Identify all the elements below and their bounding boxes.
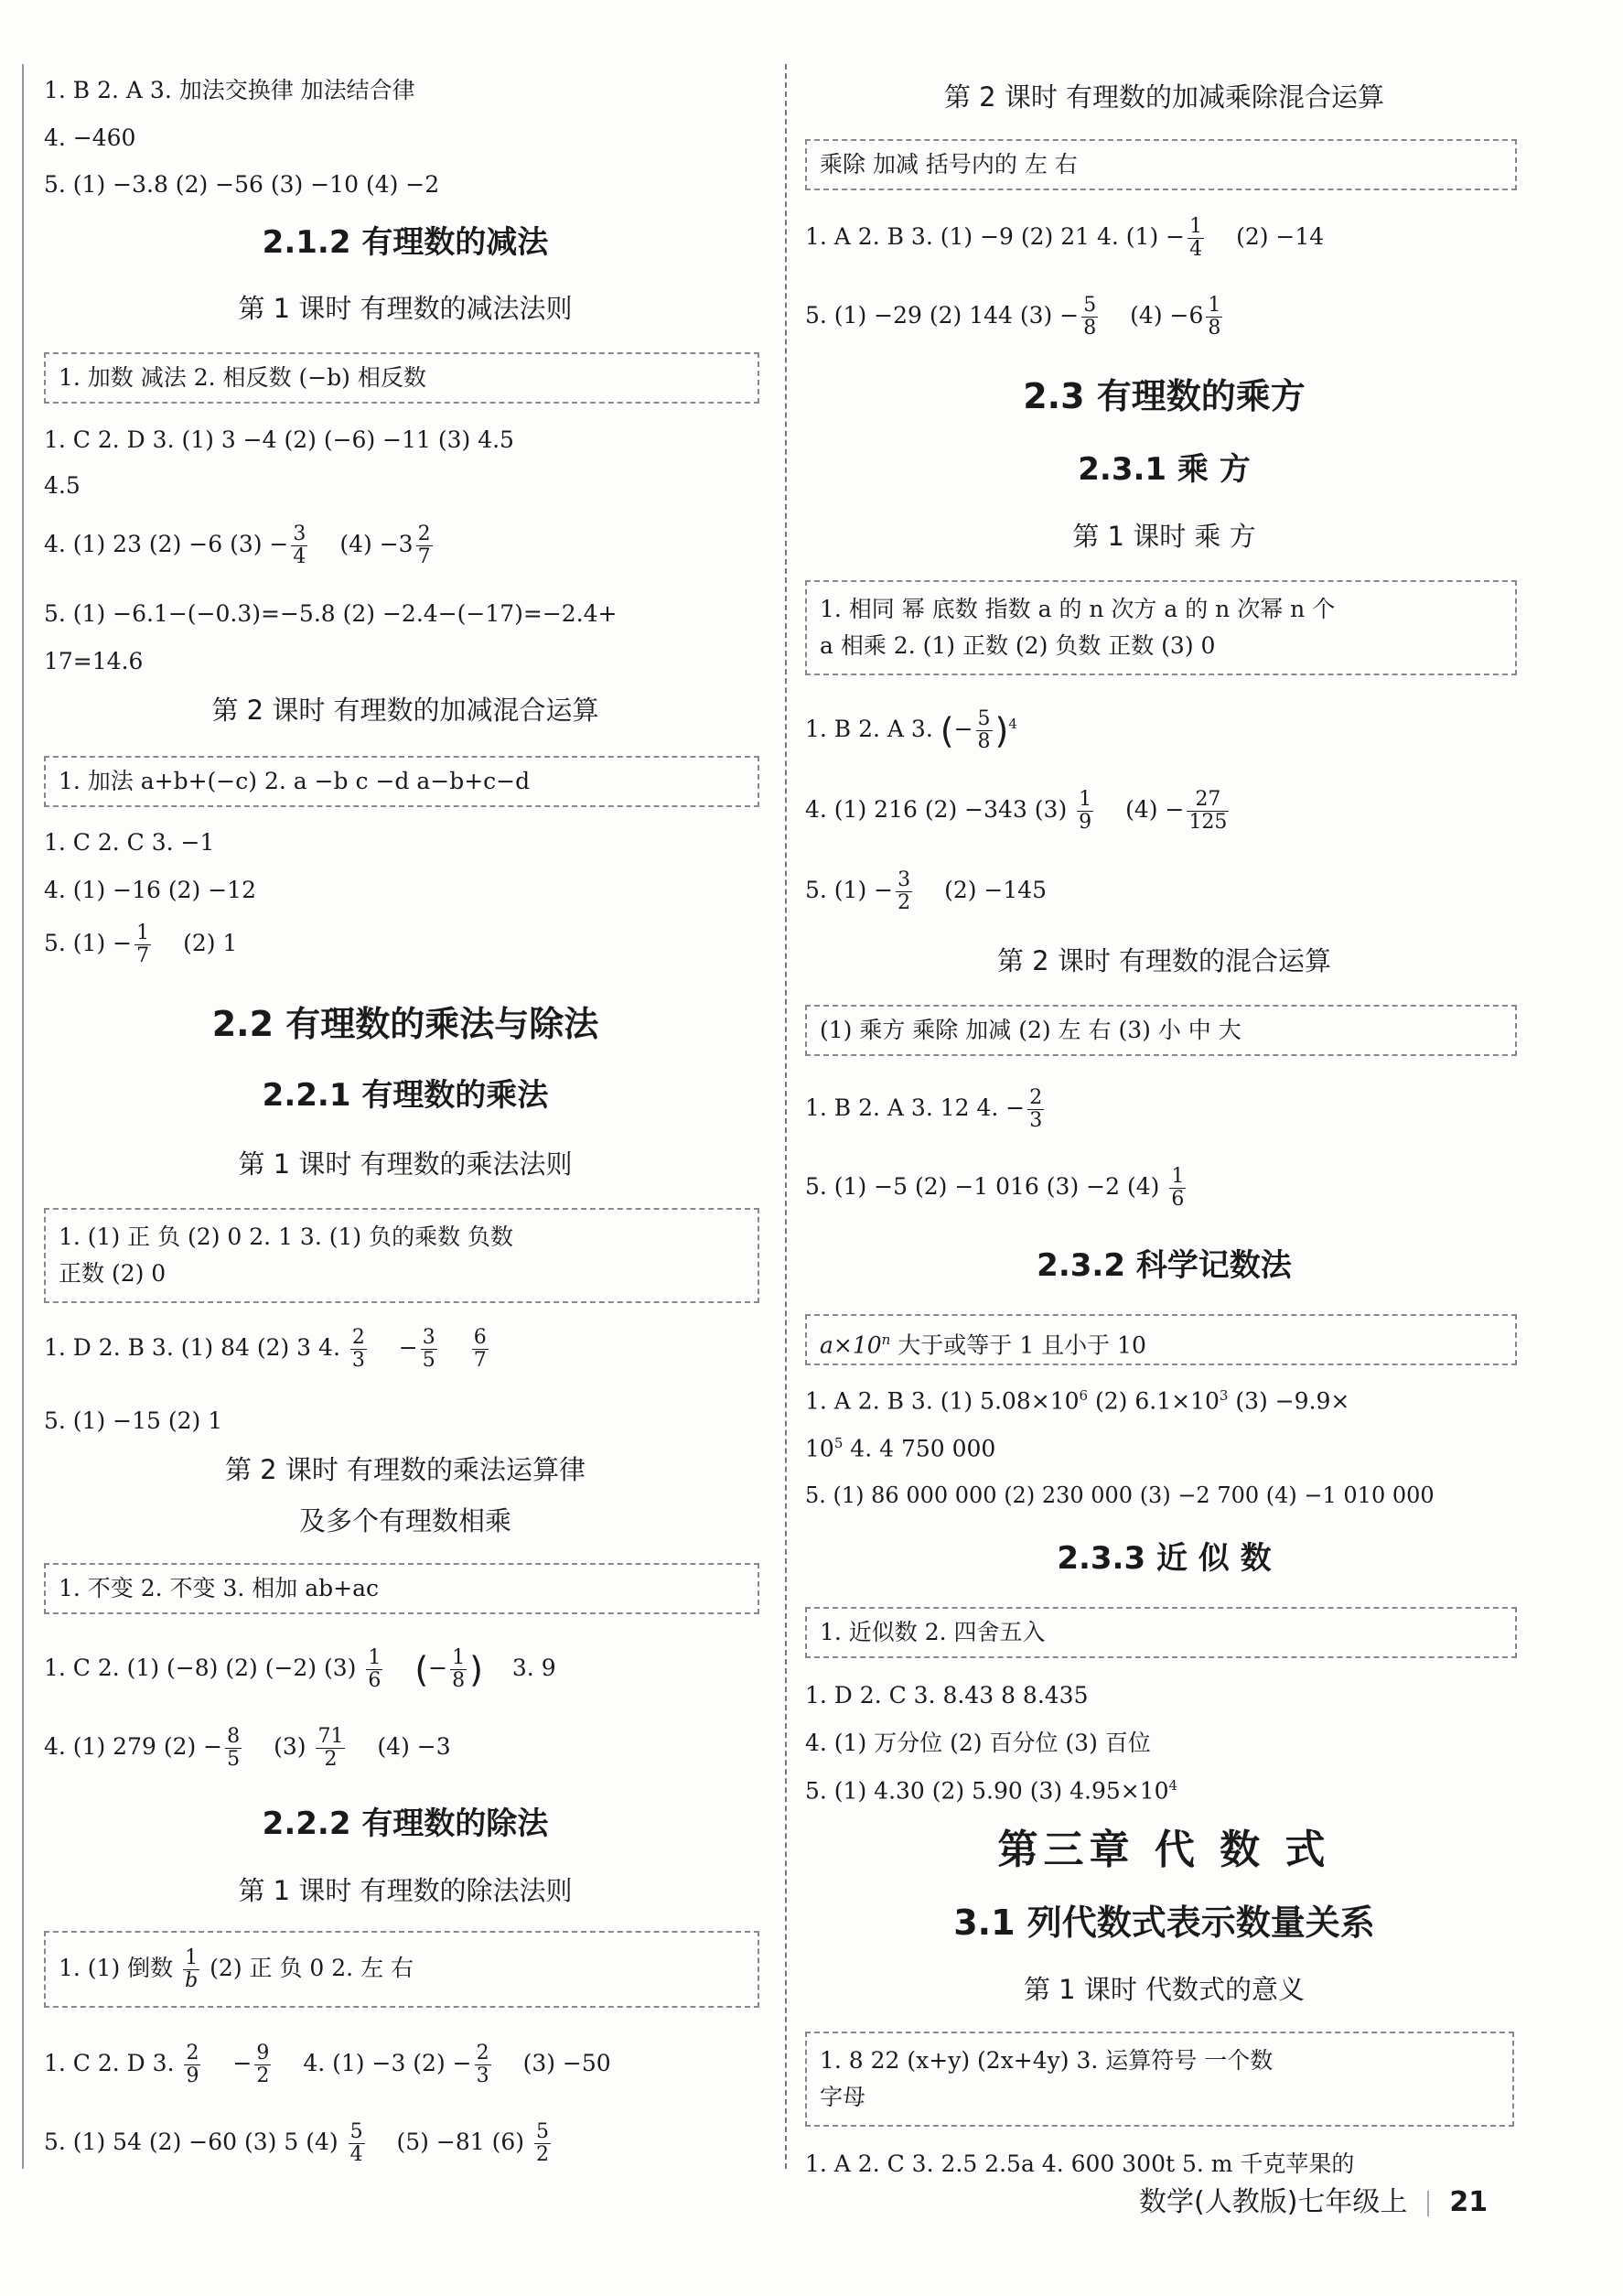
section-title: 3.1 列代数式表示数量关系 [953,1903,1375,1943]
answer-text: 4. (1) 216 (2) −343 (3) [805,796,1068,824]
box-text: a×10 [820,1331,882,1359]
answer-line: 1. C 2. D 3. $\frac{2}{9}$ − $\frac{9}{2}$ 4. (1) −3 (2) − $\frac{2}{3}$ (3) −50 [44,2042,611,2088]
key-points-box [805,1314,1517,1365]
answer-text: 5. (1) −29 (2) 144 (3) − [805,302,1080,329]
answer-line: 1. C 2. (1) (−8) (2) (−2) (3) $\frac{1}{6}$ (− $\frac{1}{8}$ ) 3. 9 [44,1646,556,1693]
answer-line: 1. D 2. C 3. 8.43 8 8.435 [805,1682,1089,1709]
answer-line [805,1166,1188,1211]
key-points-box [805,580,1517,675]
box-text: 1. (1) 倒数 [59,1955,174,1981]
answer-text: (4) − [1125,796,1185,824]
box-text: 乘除 加减 括号内的 左 右 [820,151,1078,178]
answer-line: 1. D 2. B 3. (1) 84 (2) 3 4. $\frac{2}{3}$ − $\frac{3}{5}$ $\frac{6}{7}$ [44,1326,487,1373]
chapter-title: 第三章 代 数 式 [997,1827,1331,1873]
answer-line: 1. B 2. A 3. 加法交换律 加法结合律 [44,77,415,103]
answer-text: 10 [805,1435,834,1462]
fraction: $\frac{2}{3}$ [351,1326,365,1373]
fraction: $\frac{5}{8}$ [1083,294,1097,340]
key-points-box [44,1931,759,2008]
key-points-box [44,352,759,404]
fraction: $\frac{1}{4}$ [1189,215,1203,262]
exponent: 4 [1168,1777,1178,1794]
key-points-box [805,139,1517,190]
section-title: 2.1.2 有理数的减法 [262,224,549,261]
answer-text: 4. (1) 23 (2) −6 (3) − [44,531,289,558]
answer-text: 5. (1) − [805,877,894,904]
answer-text: 5. (1) 4.30 (2) 5.90 (3) 4.95×10 [805,1777,1169,1805]
subsection-title: 2.2.1 有理数的乘法 [262,1077,549,1114]
answer-text: 5. (1) −5 (2) −1 016 (3) −2 (4) [805,1173,1160,1201]
key-points-box [805,2032,1514,2127]
answer-line [805,1437,995,1460]
lesson-title: 第 1 课时 代数式的意义 [1023,1974,1306,2005]
box-text: 1. 相同 幂 底数 指数 a 的 n 次方 a 的 n 次幂 n 个 [820,596,1336,622]
box-text: (1) 乘方 乘除 加减 (2) 左 右 (3) 小 中 大 [820,1017,1241,1043]
answer-text: 5. (1) − [44,930,133,957]
box-text: 1. 加法 a+b+(−c) 2. a −b c −d a−b+c−d [59,768,531,794]
answer-text: (2) −145 [944,877,1048,904]
answer-text: (2) −14 [1236,223,1325,251]
answer-line: 1. B 2. A 3. (− $\frac{5}{8}$ )$^4$ [805,707,1017,754]
answer-line: 5. (1) −6.1−(−0.3)=−5.8 (2) −2.4−(−17)=−2.4+ [44,600,618,627]
fraction: $\frac{1}{8}$ [1208,294,1221,340]
answer-text: (2) 6.1×10 [1088,1387,1220,1415]
lesson-title: 第 2 课时 有理数的乘法运算律 [224,1454,586,1485]
answer-line [44,922,237,967]
key-points-box [805,1607,1517,1658]
section-title: 2.3 有理数的乘方 [1023,376,1306,416]
box-text: 1. 加数 减法 2. 相反数 (−b) 相反数 [59,364,426,391]
column-divider [785,64,787,2169]
fraction: $\frac{2}{3}$ [1029,1086,1043,1133]
lesson-title: 第 1 课时 乘 方 [1072,521,1256,552]
answer-text: (5) −81 (6) [396,2129,524,2156]
fraction: $\frac{6}{7}$ [473,1326,487,1373]
box-text: 1. 近似数 2. 四舍五入 [820,1619,1046,1645]
fraction: $\frac{8}{5}$ [227,1725,241,1772]
box-text: a 相乘 2. (1) 正数 (2) 负数 正数 (3) 0 [820,632,1216,659]
answer-text: 1. A 2. B 3. (1) 5.08×10 [805,1387,1080,1415]
answer-text: (3) −50 [522,2050,611,2077]
exponent: 6 [1079,1387,1089,1404]
fraction: $\frac{2}{7}$ [417,523,431,569]
key-points-box [44,1563,759,1614]
fraction: $\frac{1}{8}$ [452,1646,466,1693]
answer-text: 1. B 2. A 3. [805,716,933,743]
key-points-box [805,1005,1517,1056]
lesson-title: 第 2 课时 有理数的混合运算 [996,945,1332,976]
answer-line [44,523,435,568]
answer-line: 4. −460 [44,124,136,151]
answer-line: 5. (1) −3.8 (2) −56 (3) −10 (4) −2 [44,171,440,198]
fraction: $\frac{27}{125}$ [1188,788,1228,835]
answer-line [805,869,1047,914]
fraction: $\frac{2}{3}$ [476,2042,489,2088]
box-text: 1. 8 22 (x+y) (2x+4y) 3. 运算符号 一个数 [820,2047,1274,2074]
answer-line: 4. (1) −16 (2) −12 [44,877,256,903]
answer-line [805,789,1231,834]
exponent: 4 [1008,715,1017,732]
footer-separator [1427,2191,1429,2216]
box-text: 大于或等于 1 且小于 10 [890,1331,1146,1359]
key-points-box [44,756,759,807]
answer-text: 1. D 2. B 3. (1) 84 (2) 3 4. [44,1334,340,1362]
answer-text: (4) −3 [377,1733,451,1761]
answer-line: 5. (1) 86 000 000 (2) 230 000 (3) −2 700 (4) −1 010 000 [805,1482,1435,1508]
box-text: 1. 不变 2. 不变 3. 相加 ab+ac [59,1575,380,1601]
answer-line: 1. C 2. D 3. (1) 3 −4 (2) (−6) −11 (3) 4.5 [44,426,514,453]
answer-line: 5. (1) −15 (2) 1 [44,1407,223,1434]
box-text: (2) 正 负 0 2. 左 右 [210,1955,414,1981]
answer-line: 1. A 2. C 3. 2.5 2.5a 4. 600 300t 5. m 千克苹果的 [805,2150,1355,2177]
page-footer [1139,2186,1489,2218]
lesson-title: 第 1 课时 有理数的除法法则 [238,1875,573,1906]
exponent: 5 [833,1435,844,1451]
fraction: $\frac{5}{4}$ [349,2120,363,2167]
answer-text: 5. (1) 54 (2) −60 (3) 5 (4) [44,2129,339,2156]
answer-text: 3. 9 [511,1655,556,1682]
answer-line: 17=14.6 [44,648,144,674]
lesson-title: 第 2 课时 有理数的加减混合运算 [211,695,599,726]
answer-text: 1. B 2. A 3. 12 4. − [805,1094,1026,1122]
answer-text: 4. (1) −3 (2) − [303,2050,472,2077]
fraction: $\frac{3}{5}$ [422,1326,435,1373]
fraction: $\frac{1}{b}$ [185,1946,199,1992]
subsection-title: 2.3.3 近 似 数 [1057,1540,1272,1577]
fraction: $\frac{1}{7}$ [136,922,150,968]
answer-line [44,1726,451,1771]
lesson-title: 第 1 课时 有理数的减法法则 [238,293,573,324]
fraction: $\frac{5}{8}$ [977,707,991,754]
answer-line: 4.5 [44,472,81,499]
section-title: 2.2 有理数的乘法与除法 [211,1004,599,1044]
book-title: 数学(人教版)七年级上 [1139,2186,1408,2218]
answer-text: (3) −9.9× [1228,1387,1350,1415]
lesson-title: 及多个有理数相乘 [298,1505,511,1536]
box-text: 字母 [820,2084,866,2110]
answer-line [805,216,1324,261]
lesson-title: 第 1 课时 有理数的乘法法则 [238,1148,573,1180]
answer-text: (3) [274,1733,306,1761]
fraction: $\frac{2}{9}$ [186,2042,199,2088]
fraction: $\frac{1}{9}$ [1079,788,1092,835]
lesson-title: 第 2 课时 有理数的加减乘除混合运算 [943,81,1385,113]
box-text: 1. (1) 正 负 (2) 0 2. 1 3. (1) 负的乘数 负数 [59,1223,514,1250]
fraction: $\frac{3}{2}$ [897,868,911,915]
answer-line [805,1087,1047,1132]
fraction: $\frac{5}{2}$ [535,2120,549,2167]
answer-text: 1. A 2. B 3. (1) −9 (2) 21 4. (1) − [805,223,1186,251]
answer-line [805,1387,1350,1415]
fraction: $\frac{3}{4}$ [293,523,306,569]
key-points-box [44,1208,759,1303]
fraction: $\frac{1}{6}$ [368,1646,382,1693]
fraction: $\frac{71}{2}$ [317,1725,344,1772]
answer-text: (2) 1 [183,930,238,957]
answer-text: (4) −3 [339,531,414,558]
answer-line [805,295,1225,340]
answer-text: 1. C 2. D 3. [44,2050,175,2077]
subsection-title: 2.3.2 科学记数法 [1037,1247,1292,1284]
answer-text: 1. C 2. (1) (−8) (2) (−2) (3) [44,1655,357,1682]
answer-text: 4. 4 750 000 [843,1435,996,1462]
answer-text: 4. (1) 279 (2) − [44,1733,223,1761]
answer-line [44,2121,554,2166]
subsection-title: 2.2.2 有理数的除法 [262,1806,549,1842]
margin-line [22,64,24,2169]
page-number: 21 [1449,2186,1489,2218]
fraction: $\frac{9}{2}$ [256,2042,270,2088]
box-text: 正数 (2) 0 [59,1260,167,1287]
answer-line: 4. (1) 万分位 (2) 百分位 (3) 百位 [805,1730,1151,1756]
answer-text: (4) −6 [1130,302,1204,329]
exponent: n [881,1331,891,1348]
subsection-title: 2.3.1 乘 方 [1078,451,1251,488]
fraction: $\frac{1}{6}$ [1171,1165,1185,1212]
exponent: 3 [1219,1387,1229,1404]
answer-line: 1. C 2. C 3. −1 [44,829,215,856]
answer-line [805,1777,1178,1805]
